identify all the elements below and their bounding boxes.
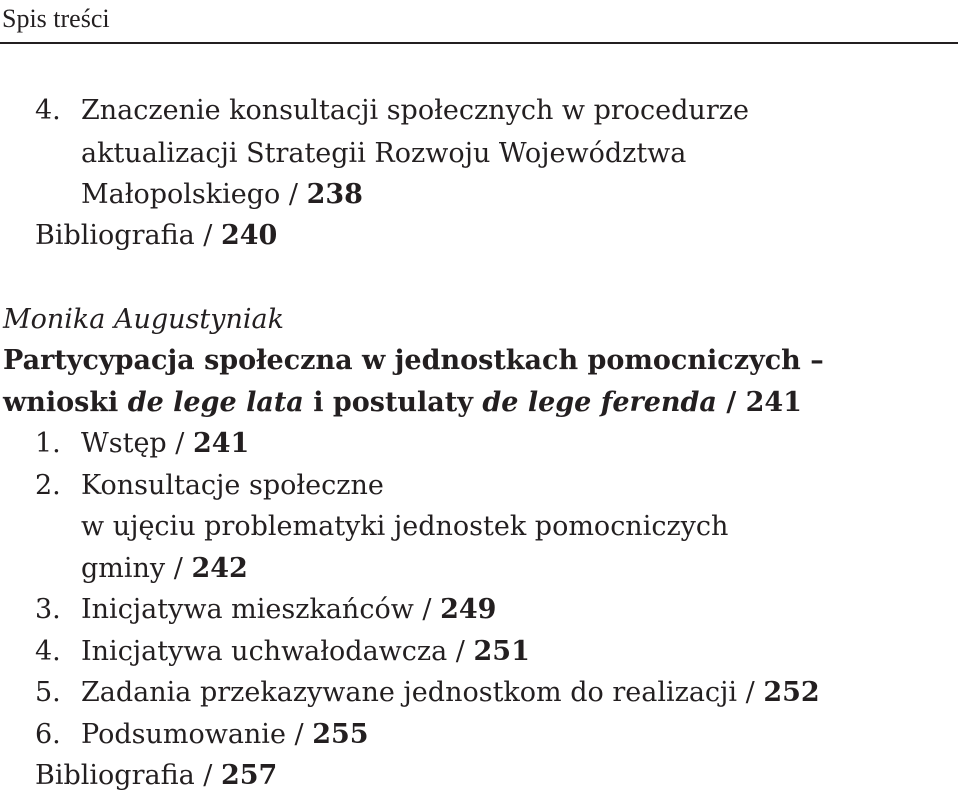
toc-entry-2-cont2 [81, 552, 248, 586]
toc-page-number: 249 [440, 594, 497, 625]
title-fragment-italic: de lege lata [127, 387, 304, 418]
toc-page-number: 240 [220, 220, 278, 251]
toc-entry-4-cont2 [81, 178, 363, 212]
toc-entry-text: Zadania przekazywane jednostkom do realizacji / [81, 677, 764, 708]
toc-entry-2-cont1 [81, 510, 728, 544]
toc-entry-number: 1. [35, 428, 61, 459]
toc-entry-4-cont1 [81, 137, 686, 171]
toc-page-number: 238 [306, 179, 363, 210]
toc-entry-2[interactable] [35, 469, 384, 503]
toc-entry-text: Znaczenie konsultacji społecznych w procedurze [81, 95, 749, 126]
toc-entry-number: 2. [35, 470, 61, 501]
toc-page-number: 255 [312, 719, 369, 750]
toc-entry-text: Konsultacje społeczne [81, 470, 384, 501]
toc-entry-text: aktualizacji Strategii Rozwoju Województwa [81, 138, 687, 169]
toc-page-number: 251 [473, 636, 530, 667]
toc-entry-3[interactable] [35, 593, 496, 627]
chapter-title-line2[interactable] [3, 386, 802, 420]
toc-page-number: 257 [220, 760, 278, 791]
title-fragment: / [716, 387, 746, 418]
toc-entry-number: 3. [35, 594, 61, 625]
toc-entry-number: 4. [35, 95, 61, 126]
toc-bibliography-prev[interactable] [35, 219, 277, 253]
title-fragment: i postulaty [303, 387, 483, 418]
toc-entry-4-b[interactable] [35, 635, 530, 669]
toc-entry-text: Bibliografia / [35, 220, 221, 251]
toc-page-number: 252 [763, 677, 820, 708]
header-title: Spis treści [2, 4, 110, 33]
toc-entry-text: Wstęp / [81, 428, 193, 459]
toc-entry-6[interactable] [35, 718, 369, 752]
toc-entry-text: Inicjatywa uchwałodawcza / [81, 636, 474, 667]
toc-page-number: 241 [192, 428, 250, 459]
toc-entry-1[interactable] [35, 427, 249, 461]
toc-page-number: 241 [745, 387, 802, 418]
toc-entry-4[interactable] [35, 94, 749, 128]
toc-entry-number: 5. [35, 677, 61, 708]
title-fragment-italic: de lege ferenda [482, 387, 717, 418]
toc-entry-text: Podsumowanie / [81, 719, 313, 750]
chapter-title-line1[interactable]: Partycypacja społeczna w jednostkach pomocniczych – [3, 345, 824, 376]
toc-page-number: 242 [191, 553, 248, 584]
toc-entry-text: gminy / [81, 553, 192, 584]
toc-entry-number: 6. [35, 719, 61, 750]
toc-entry-number: 4. [35, 636, 61, 667]
toc-entry-text: Inicjatywa mieszkańców / [81, 594, 441, 625]
chapter-author: Monika Augustyniak [3, 304, 284, 335]
toc-entry-text: Małopolskiego / [81, 179, 307, 210]
toc-entry-text: Bibliografia / [35, 760, 221, 791]
page-header [0, 0, 958, 44]
title-fragment: wnioski [3, 387, 128, 418]
toc-bibliography[interactable] [35, 759, 277, 793]
toc-entry-5[interactable] [35, 676, 820, 710]
toc-entry-text: w ujęciu problematyki jednostek pomocniczych [81, 511, 729, 542]
